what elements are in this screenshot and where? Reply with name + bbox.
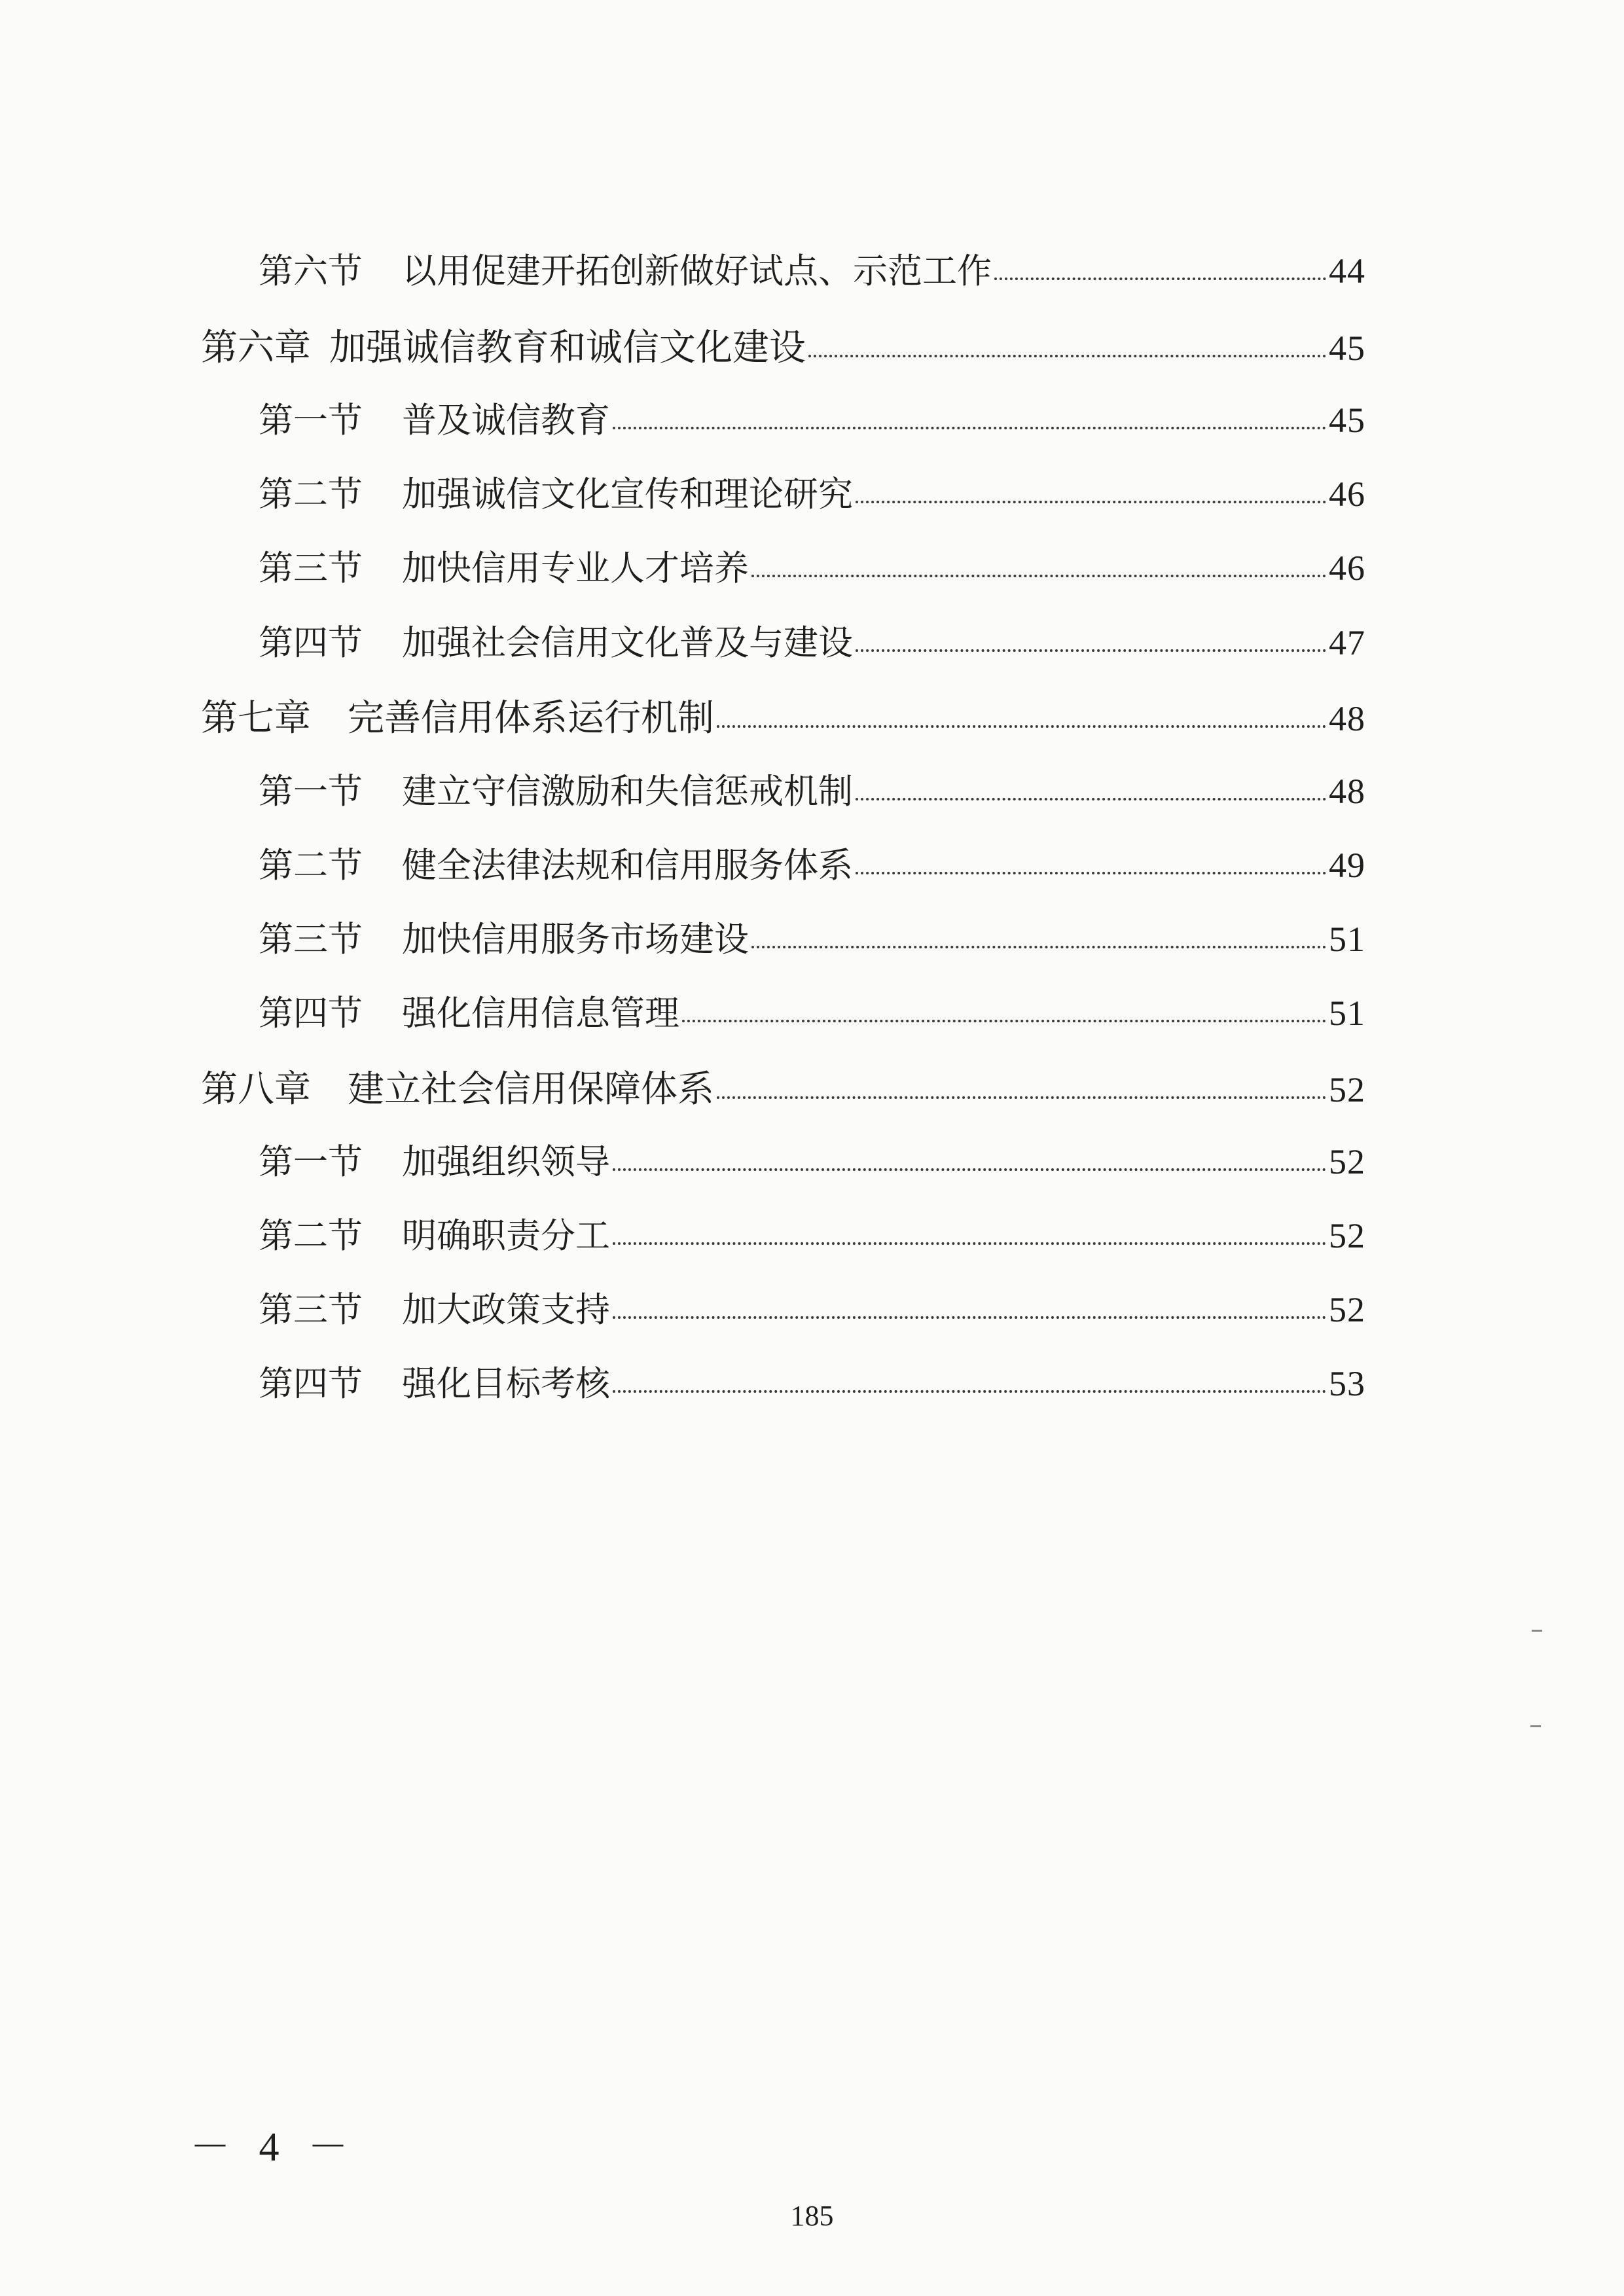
dot-leader [994,248,1326,283]
toc-entry [259,838,1365,888]
toc-entry [259,615,1365,665]
toc-entry-title: 建立守信激励和失信惩戒机制 [402,772,853,812]
toc-entry-page: 51 [1329,994,1365,1033]
toc-entry-page: 47 [1329,623,1365,662]
dot-leader [856,842,1326,877]
toc-entry-page: 51 [1329,920,1365,959]
toc-entry [259,986,1365,1035]
toc-entry [259,467,1365,516]
toc-entry [259,541,1365,590]
toc-entry [259,1356,1365,1406]
toc-entry-label: 第二节 [259,1216,363,1256]
toc-entry [259,243,1365,293]
dot-leader [613,1361,1326,1395]
toc-entry-title: 加强社会信用文化普及与建设 [402,623,853,663]
toc-entry-page: 46 [1329,548,1365,588]
toc-entry-page: 49 [1329,846,1365,885]
toc-chapter-title: 加强诚信教育和诚信文化建设 [329,327,806,369]
dot-leader [856,471,1326,506]
dot-leader [856,768,1326,803]
toc-entry-label: 第二节 [259,475,363,514]
dot-leader [613,1287,1326,1321]
toc-entry-label: 第二节 [259,846,363,886]
toc-entry-title: 加快信用专业人才培养 [402,548,749,588]
dot-leader [751,545,1326,580]
dot-leader [751,916,1326,951]
toc-entry-label: 第一节 [259,401,363,440]
toc-entry [259,393,1365,442]
toc-entry-title: 普及诚信教育 [402,401,610,440]
toc-entry-title: 明确职责分工 [402,1216,610,1256]
toc-chapter-title: 建立社会信用保障体系 [348,1068,714,1111]
toc-entry-page: 45 [1329,401,1365,440]
toc-chapter-label: 第六章 [201,327,311,369]
toc-entry-page: 52 [1329,1142,1365,1181]
toc-chapter-entry [201,689,1365,742]
toc-entry [259,1134,1365,1184]
toc-entry-page: 48 [1329,772,1365,811]
toc-entry-label: 第四节 [259,623,363,663]
scan-mark [1532,1630,1542,1632]
toc-entry-label: 第三节 [259,548,363,588]
toc-entry-label: 第四节 [259,1364,363,1404]
toc-chapter-entry [201,1060,1365,1113]
toc-entry-label: 第三节 [259,920,363,960]
toc-entry-title: 以用促建开拓创新做好试点、示范工作 [402,251,992,291]
toc-chapter-page: 52 [1329,1070,1365,1109]
toc-entry-label: 第六节 [259,251,363,291]
toc-entry [259,1208,1365,1258]
toc-entry [259,912,1365,961]
scan-mark [1530,1725,1541,1727]
dot-leader [613,1213,1326,1247]
toc-entry-title: 健全法律法规和信用服务体系 [402,846,853,886]
dot-leader [856,620,1326,655]
dot-leader [717,694,1326,730]
scan-page-number: 185 [790,2200,834,2232]
toc-entry-title: 强化目标考核 [402,1364,610,1404]
toc-chapter-page: 45 [1329,329,1365,368]
toc-chapter-page: 48 [1329,699,1365,738]
toc-entry-title: 强化信用信息管理 [402,994,679,1033]
toc-entry-label: 第三节 [259,1290,363,1330]
toc-entry-title: 加强组织领导 [402,1142,610,1182]
toc-entry [259,764,1365,814]
toc-entry-page: 44 [1329,251,1365,291]
toc-entry-page: 52 [1329,1290,1365,1329]
toc-chapter-entry [201,319,1365,371]
toc-entry-title: 加大政策支持 [402,1290,610,1330]
toc-entry-title: 加强诚信文化宣传和理论研究 [402,475,853,514]
toc-entry-page: 46 [1329,475,1365,514]
toc-entry [259,1282,1365,1332]
toc-chapter-title: 完善信用体系运行机制 [348,697,714,740]
page-number-marker: － 4 － [190,2125,358,2170]
dot-leader [682,990,1326,1025]
toc-chapter-label: 第七章 [201,697,311,740]
toc-entry-page: 52 [1329,1216,1365,1255]
toc-entry-label: 第一节 [259,772,363,812]
toc-chapter-label: 第八章 [201,1068,311,1111]
toc-entry-page: 53 [1329,1364,1365,1403]
toc-entry-label: 第四节 [259,994,363,1033]
dot-leader [717,1065,1326,1102]
dot-leader [613,1139,1326,1174]
dot-leader [613,397,1326,432]
dot-leader [808,323,1326,360]
toc-entry-title: 加快信用服务市场建设 [402,920,749,960]
toc-entry-label: 第一节 [259,1142,363,1182]
